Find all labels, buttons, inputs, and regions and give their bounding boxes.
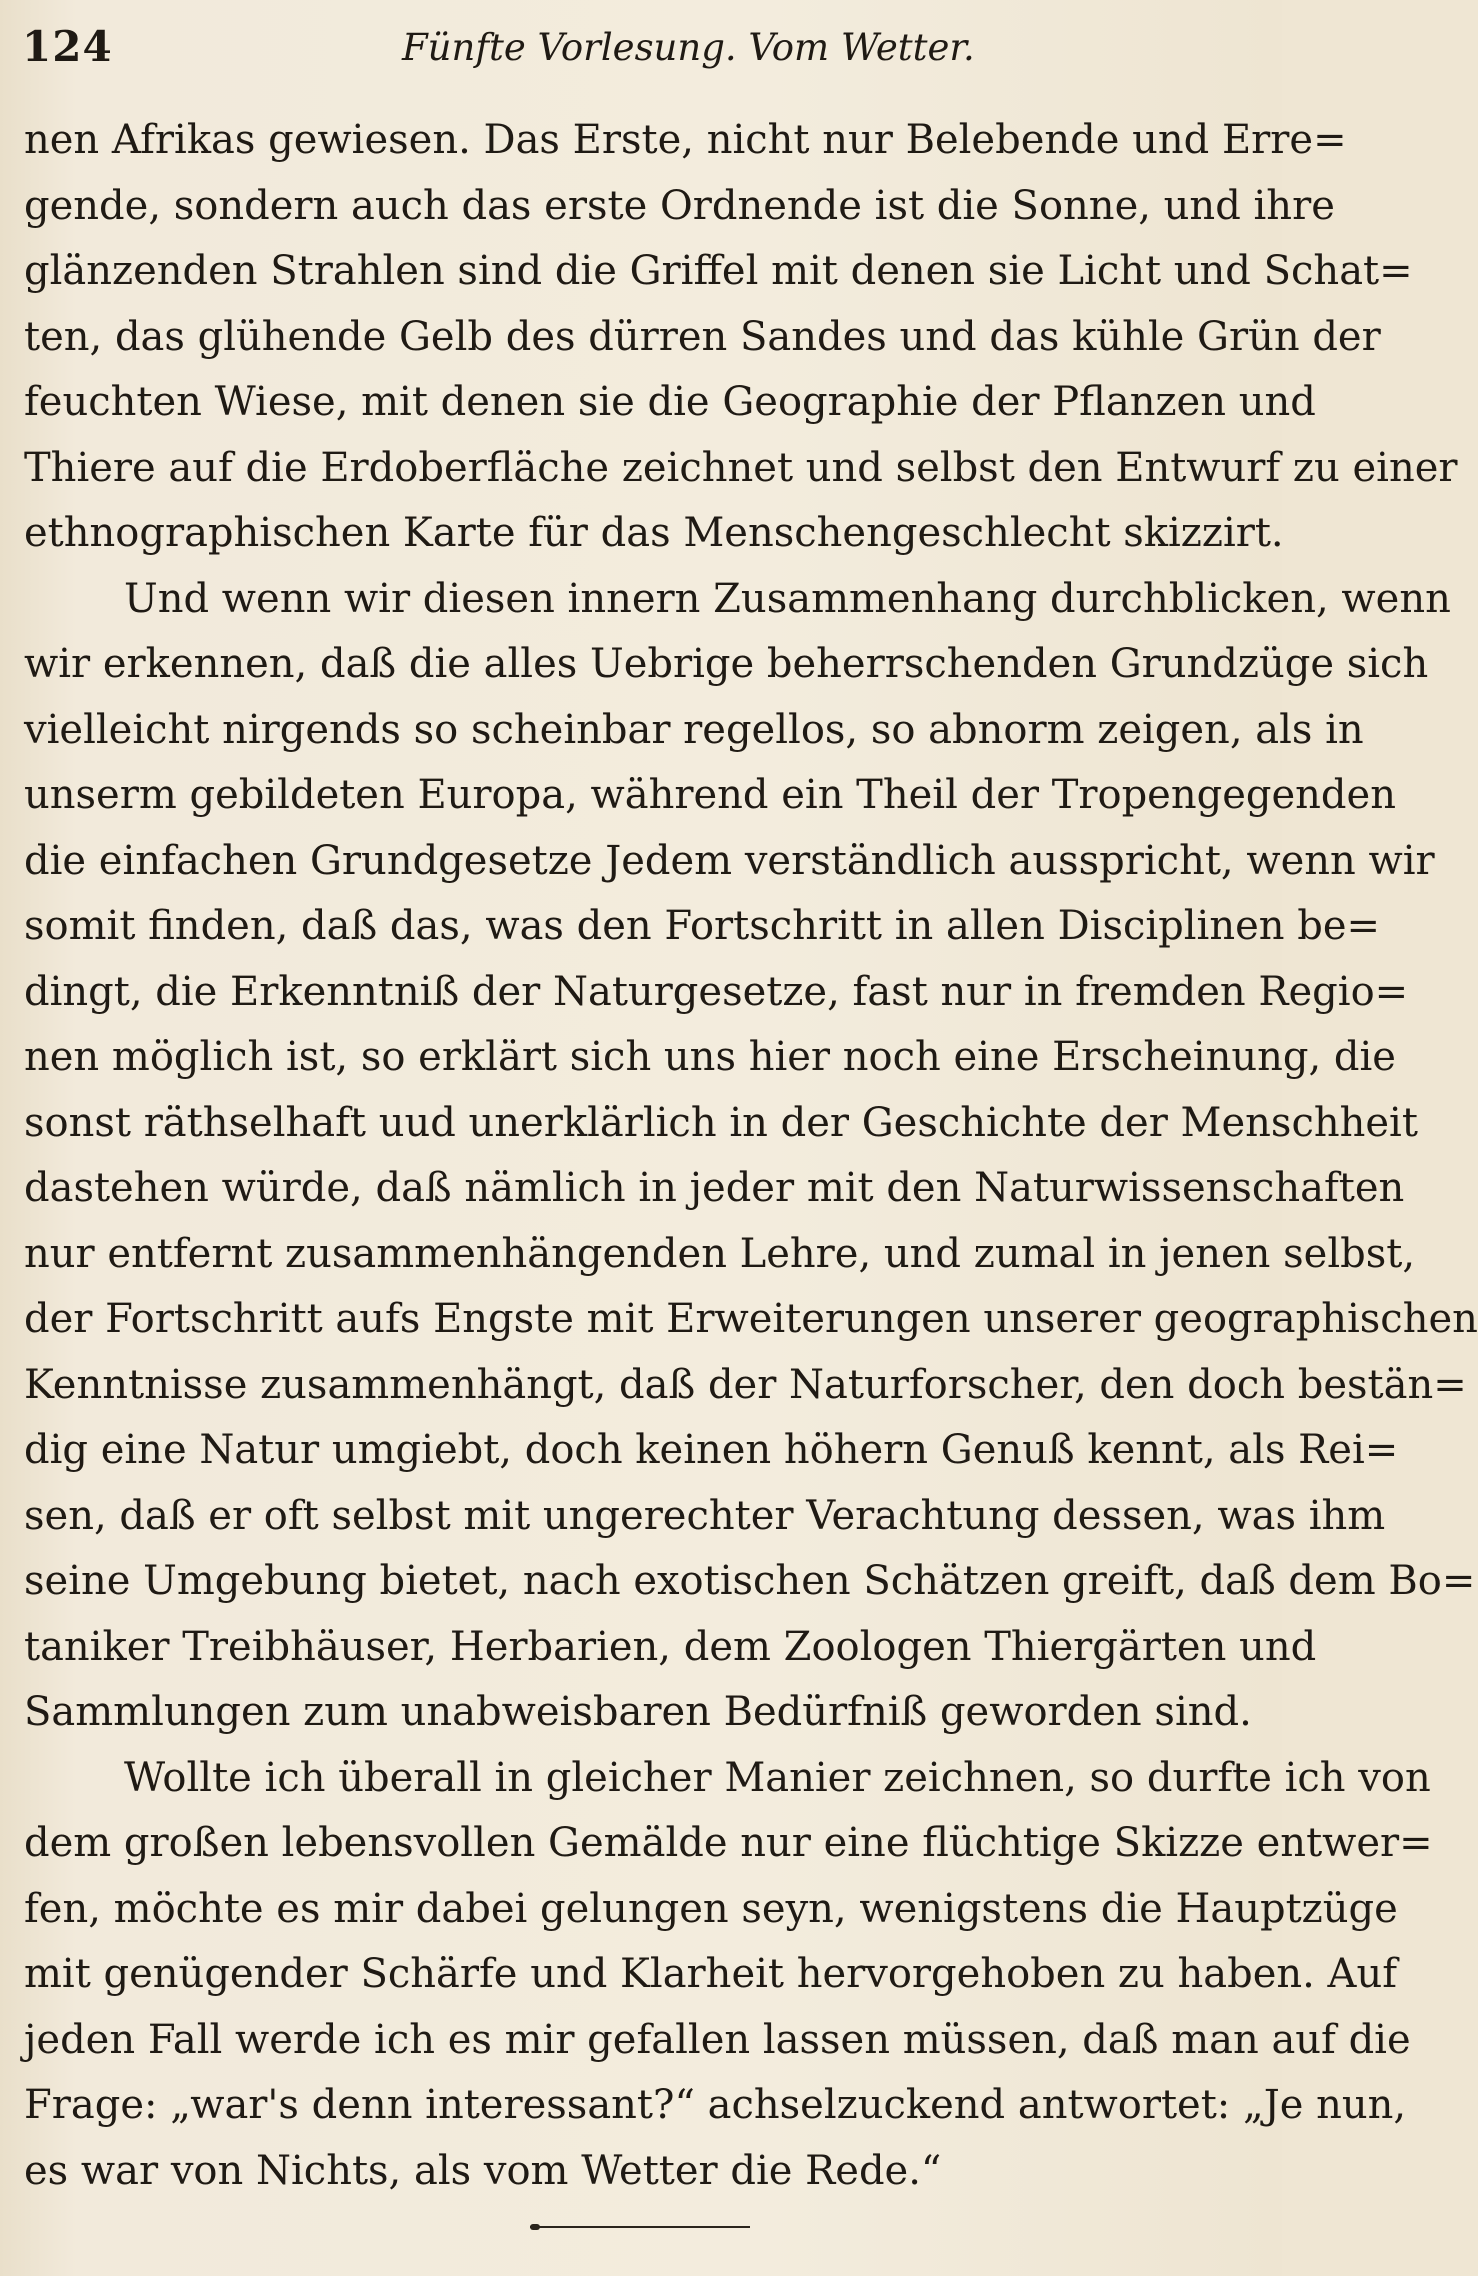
text-line: nen möglich ist, so erklärt sich uns hier noch eine Erscheinung, die bbox=[24, 1034, 1396, 1080]
text-line: Wollte ich überall in gleicher Manier zeichnen, so durfte ich von bbox=[124, 1754, 1431, 1801]
text-line: Sammlungen zum unabweisbaren Bedürfniß geworden sind. bbox=[24, 1689, 1252, 1735]
text-line: sen, daß er oft selbst mit ungerechter Verachtung dessen, was ihm bbox=[24, 1492, 1386, 1539]
ornament-dot bbox=[530, 2224, 540, 2230]
text-line: dig eine Natur umgiebt, doch keinen höhern Genuß kennt, als Rei= bbox=[24, 1427, 1399, 1473]
text-line: dastehen würde, daß nämlich in jeder mit den Naturwissenschaften bbox=[24, 1165, 1405, 1211]
text-line: dingt, die Erkenntniß der Naturgesetze, fast nur in fremden Regio= bbox=[24, 968, 1409, 1015]
text-line: es war von Nichts, als vom Wetter die Rede.“ bbox=[24, 2147, 942, 2194]
text-line: Thiere auf die Erdoberfläche zeichnet und selbst den Entwurf zu einer bbox=[24, 444, 1458, 491]
text-line: ethnographischen Karte für das Menschengeschlecht skizzirt. bbox=[24, 510, 1284, 556]
page-number: 124 bbox=[22, 22, 113, 71]
text-line: gende, sondern auch das erste Ordnende ist die Sonne, und ihre bbox=[24, 182, 1335, 229]
text-line: fen, möchte es mir dabei gelungen seyn, wenigstens die Hauptzüge bbox=[24, 1885, 1398, 1932]
ornament-rule bbox=[530, 2226, 750, 2228]
text-line: der Fortschritt aufs Engste mit Erweiterungen unserer geographischen bbox=[24, 1296, 1478, 1342]
text-line: Frage: „war's denn interessant?“ achselzuckend antwortet: „Je nun, bbox=[24, 2082, 1407, 2128]
text-line: die einfachen Grundgesetze Jedem verständlich ausspricht, wenn wir bbox=[24, 837, 1435, 884]
end-ornament bbox=[530, 2224, 750, 2230]
text-line: nur entfernt zusammenhängenden Lehre, und zumal in jenen selbst, bbox=[24, 1230, 1416, 1277]
text-line: ten, das glühende Gelb des dürren Sandes und das kühle Grün der bbox=[24, 313, 1381, 360]
running-head: Fünfte Vorlesung. Vom Wetter. bbox=[402, 26, 975, 69]
text-line: seine Umgebung bietet, nach exotischen Schätzen greift, daß dem Bo= bbox=[24, 1558, 1476, 1604]
text-line: wir erkennen, daß die alles Uebrige beherrschenden Grundzüge sich bbox=[24, 641, 1429, 687]
text-line: somit finden, daß das, was den Fortschritt in allen Disciplinen be= bbox=[24, 903, 1381, 949]
text-line: dem großen lebensvollen Gemälde nur eine flüchtige Skizze entwer= bbox=[24, 1820, 1433, 1866]
page-header bbox=[22, 18, 1262, 88]
text-line: jeden Fall werde ich es mir gefallen lassen müssen, daß man auf die bbox=[24, 2016, 1411, 2063]
text-line: feuchten Wiese, mit denen sie die Geographie der Pflanzen und bbox=[24, 379, 1316, 425]
text-line: Kenntnisse zusammenhängt, daß der Naturforscher, den doch bestän= bbox=[24, 1361, 1467, 1408]
text-line: taniker Treibhäuser, Herbarien, dem Zoologen Thiergärten und bbox=[24, 1623, 1317, 1670]
text-line: Und wenn wir diesen innern Zusammenhang durchblicken, wenn bbox=[124, 575, 1451, 622]
text-line: mit genügender Schärfe und Klarheit hervorgehoben zu haben. Auf bbox=[24, 1951, 1398, 1997]
body-text bbox=[24, 108, 1478, 2204]
text-line: nen Afrikas gewiesen. Das Erste, nicht nur Belebende und Erre= bbox=[24, 117, 1347, 163]
text-line: unserm gebildeten Europa, während ein Theil der Tropengegenden bbox=[24, 772, 1396, 818]
text-line: vielleicht nirgends so scheinbar regellos, so abnorm zeigen, als in bbox=[24, 706, 1364, 753]
text-line: sonst räthselhaft uud unerklärlich in der Geschichte der Menschheit bbox=[24, 1099, 1418, 1146]
text-line: glänzenden Strahlen sind die Griffel mit denen sie Licht und Schat= bbox=[24, 248, 1413, 294]
